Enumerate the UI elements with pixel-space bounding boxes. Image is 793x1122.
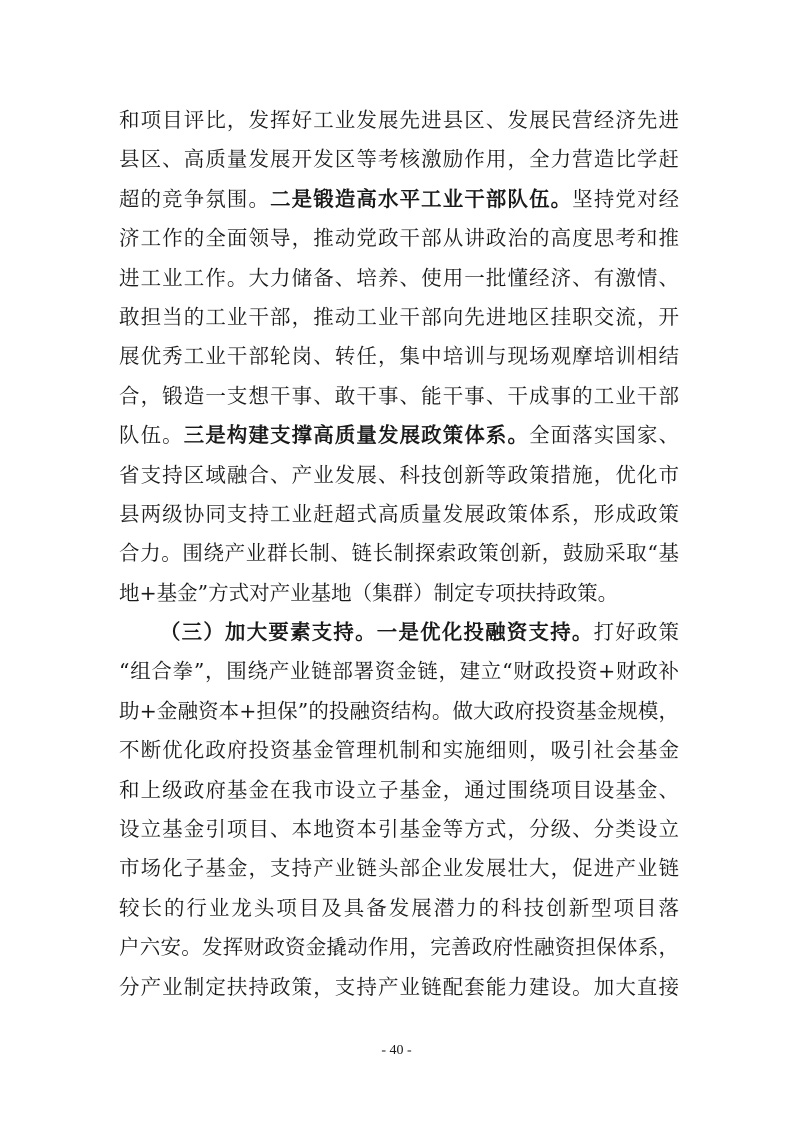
text-line-6: 敢担当的工业干部，推动工业干部向先进地区挂职交流，开: [119, 304, 679, 329]
text-line-11: 县两级协同支持工业赶超式高质量发展政策体系，形成政策: [119, 501, 679, 526]
text-line-7: 展优秀工业干部轮岗、转任，集中培训与现场观摩培训相结: [119, 344, 679, 369]
text-line-3: 超的竞争氛围。二是锻造高水平工业干部队伍。坚持党对经: [119, 186, 679, 211]
text-line-8: 合，锻造一支想干事、敢干事、能干事、干成事的工业干部: [119, 383, 679, 408]
bold-heading-2: 二是锻造高水平工业干部队伍。: [270, 186, 573, 211]
text-line-10: 省支持区域融合、产业发展、科技创新等政策措施，优化市: [119, 462, 679, 487]
text-line-14: （三）加大要素支持。一是优化投融资支持。打好政策: [160, 620, 679, 645]
text-line-12: 合力。围绕产业群长制、链长制探索政策创新，鼓励采取“基: [119, 541, 679, 566]
text-line-22: 户六安。发挥财政资金撬动作用，完善政府性融资担保体系，: [119, 935, 679, 960]
text-line-21: 较长的行业龙头项目及具备发展潜力的科技创新型项目落: [119, 895, 679, 920]
text-line-13: 地+基金”方式对产业基地（集群）制定专项扶持政策。: [119, 580, 619, 605]
text-line-9: 队伍。三是构建支撑高质量发展政策体系。全面落实国家、: [119, 423, 679, 448]
text-line-1: 和项目评比，发挥好工业发展先进县区、发展民营经济先进: [119, 108, 679, 132]
section-heading: （三）加大要素支持。: [160, 620, 377, 645]
text-line-15: “组合拳”，围绕产业链部署资金链，建立“财政投资+财政补: [119, 659, 679, 684]
text-line-23: 分产业制定扶持政策，支持产业链配套能力建设。加大直接: [119, 974, 679, 999]
page-number: - 40 -: [381, 1043, 412, 1058]
text-line-18: 和上级政府基金在我市设立子基金，通过围绕项目设基金、: [119, 777, 679, 802]
text-line-17: 不断优化政府投资基金管理机制和实施细则，吸引社会基金: [119, 738, 679, 763]
text-line-16: 助+金融资本+担保”的投融资结构。做大政府投资基金规模，: [119, 698, 679, 723]
text-line-2: 县区、高质量发展开发区等考核激励作用，全力营造比学赶: [119, 147, 679, 172]
body-text: [119, 101, 679, 1007]
text-line-5: 进工业工作。大力储备、培养、使用一批懂经济、有激情、: [119, 265, 679, 290]
text-line-4: 济工作的全面领导，推动党政干部从讲政治的高度思考和推: [119, 226, 679, 251]
bold-heading-3: 三是构建支撑高质量发展政策体系。: [183, 423, 530, 448]
text-line-19: 设立基金引项目、本地资本引基金等方式，分级、分类设立: [119, 817, 679, 842]
bold-heading-1: 一是优化投融资支持。: [376, 620, 594, 645]
text-line-20: 市场化子基金，支持产业链头部企业发展壮大，促进产业链: [119, 856, 679, 881]
